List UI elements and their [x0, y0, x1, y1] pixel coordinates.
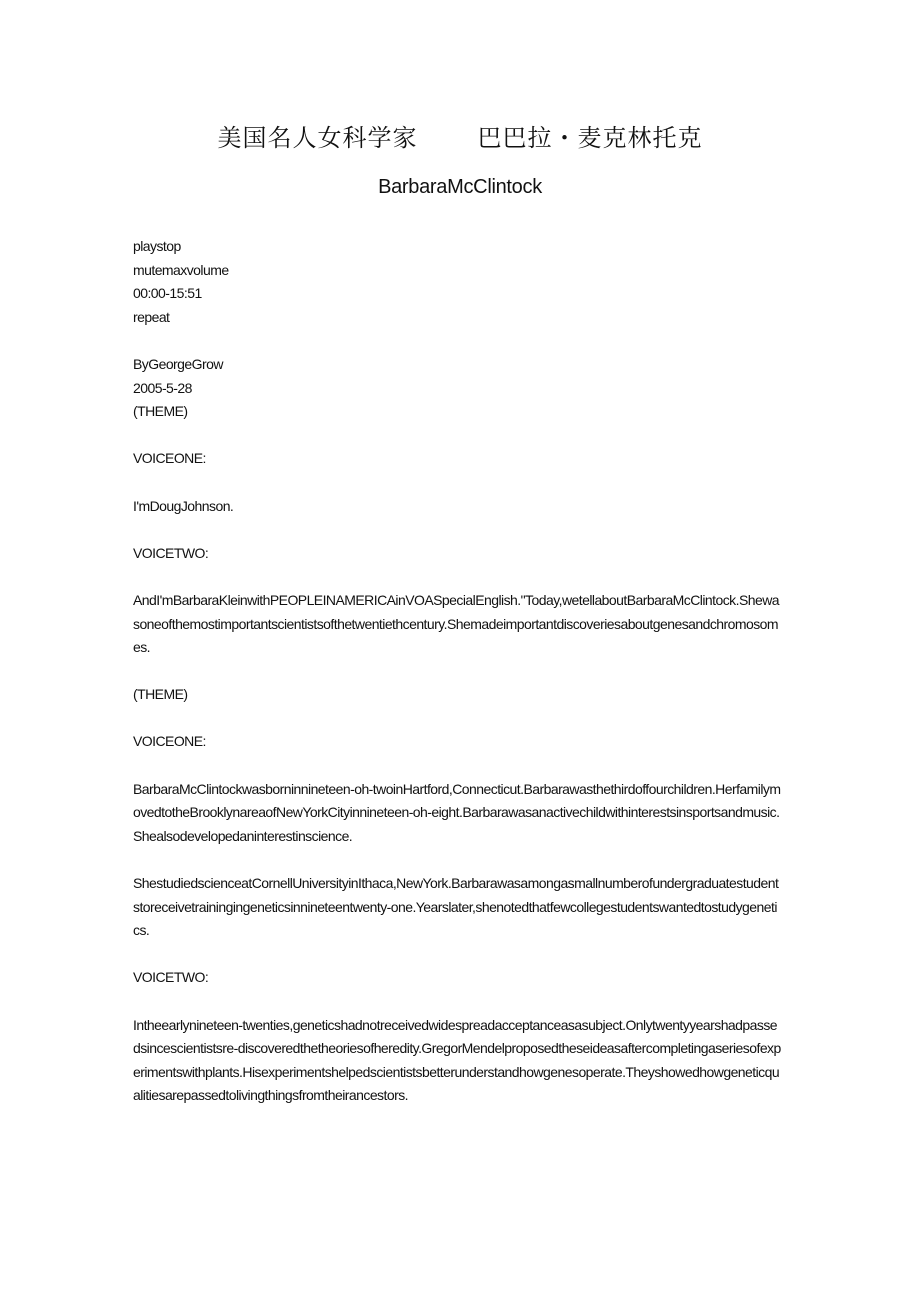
date-line: 2005-5-28 — [133, 379, 192, 396]
paragraph: AndI'mBarbaraKleinwithPEOPLEINAMERICAinVOASpecialEnglish."Today,wetellaboutBarbaraMcClintock.Shewasoneofthemostimportantscientistsofthetwentiethcentury.Shemadeimportantdiscoveriesaboutgenesandchromosomes. — [133, 591, 780, 656]
document-body — [133, 235, 783, 1132]
chinese-title-part2: 巴巴拉・麦克林托克 — [477, 124, 703, 152]
paragraph: Intheearlynineteen-twenties,geneticshadnotreceivedwidespreadacceptanceasasubject.Onlytwentyyearshadpassedsincescientistsre-discoveredthetheoriesofheredity.GregorMendelproposedtheseideasaftercompletingaseriesofexperimentswithplants.Hisexperimentshelpedscientistsbetterunderstandhowgenesoperate.Theyshowedhowgeneticqualitiesarepassedtolivingthingsfromtheirancestors. — [133, 1016, 781, 1104]
player-repeat: repeat — [133, 308, 170, 325]
player-controls-volume: mutemaxvolume — [133, 261, 229, 278]
player-controls-playstop: playstop — [133, 238, 181, 254]
paragraph: ShestudiedscienceatCornellUniversityinIthaca,NewYork.Barbarawasamongasmallnumberofundergraduatestudentstoreceivetrainingingeneticsinnineteentwenty-one.Yearslater,shenotedthatfewcollegestudentswantedtostudygenetics. — [133, 875, 779, 939]
paragraph: VOICETWO: — [133, 544, 209, 561]
paragraph: VOICETWO: — [133, 969, 209, 986]
paragraph: (THEME) — [133, 686, 188, 703]
paragraph: VOICEONE: — [133, 733, 206, 750]
chinese-title — [0, 118, 920, 153]
paragraph: BarbaraMcClintockwasborninnineteen-oh-twoinHartford,Connecticut.Barbarawasthethirdoffourchildren.HerfamilymovedtotheBrooklynareaofNewYorkCityinnineteen-oh-eight.Barbarawasanactivechildwithinterestsinsportsandmusic.Shealsodevelopedaninterestinscience. — [133, 780, 781, 844]
paragraph: VOICEONE: — [133, 450, 206, 467]
english-title: BarbaraMcClintock — [378, 176, 542, 198]
theme-line: (THEME) — [133, 403, 188, 420]
author-line: ByGeorgeGrow — [133, 355, 223, 372]
player-time: 00:00-15:51 — [133, 285, 202, 302]
chinese-title-part1: 美国名人女科学家 — [217, 124, 418, 152]
article-meta — [133, 353, 783, 424]
player-controls — [133, 235, 783, 329]
paragraph: I'mDougJohnson. — [133, 497, 234, 514]
